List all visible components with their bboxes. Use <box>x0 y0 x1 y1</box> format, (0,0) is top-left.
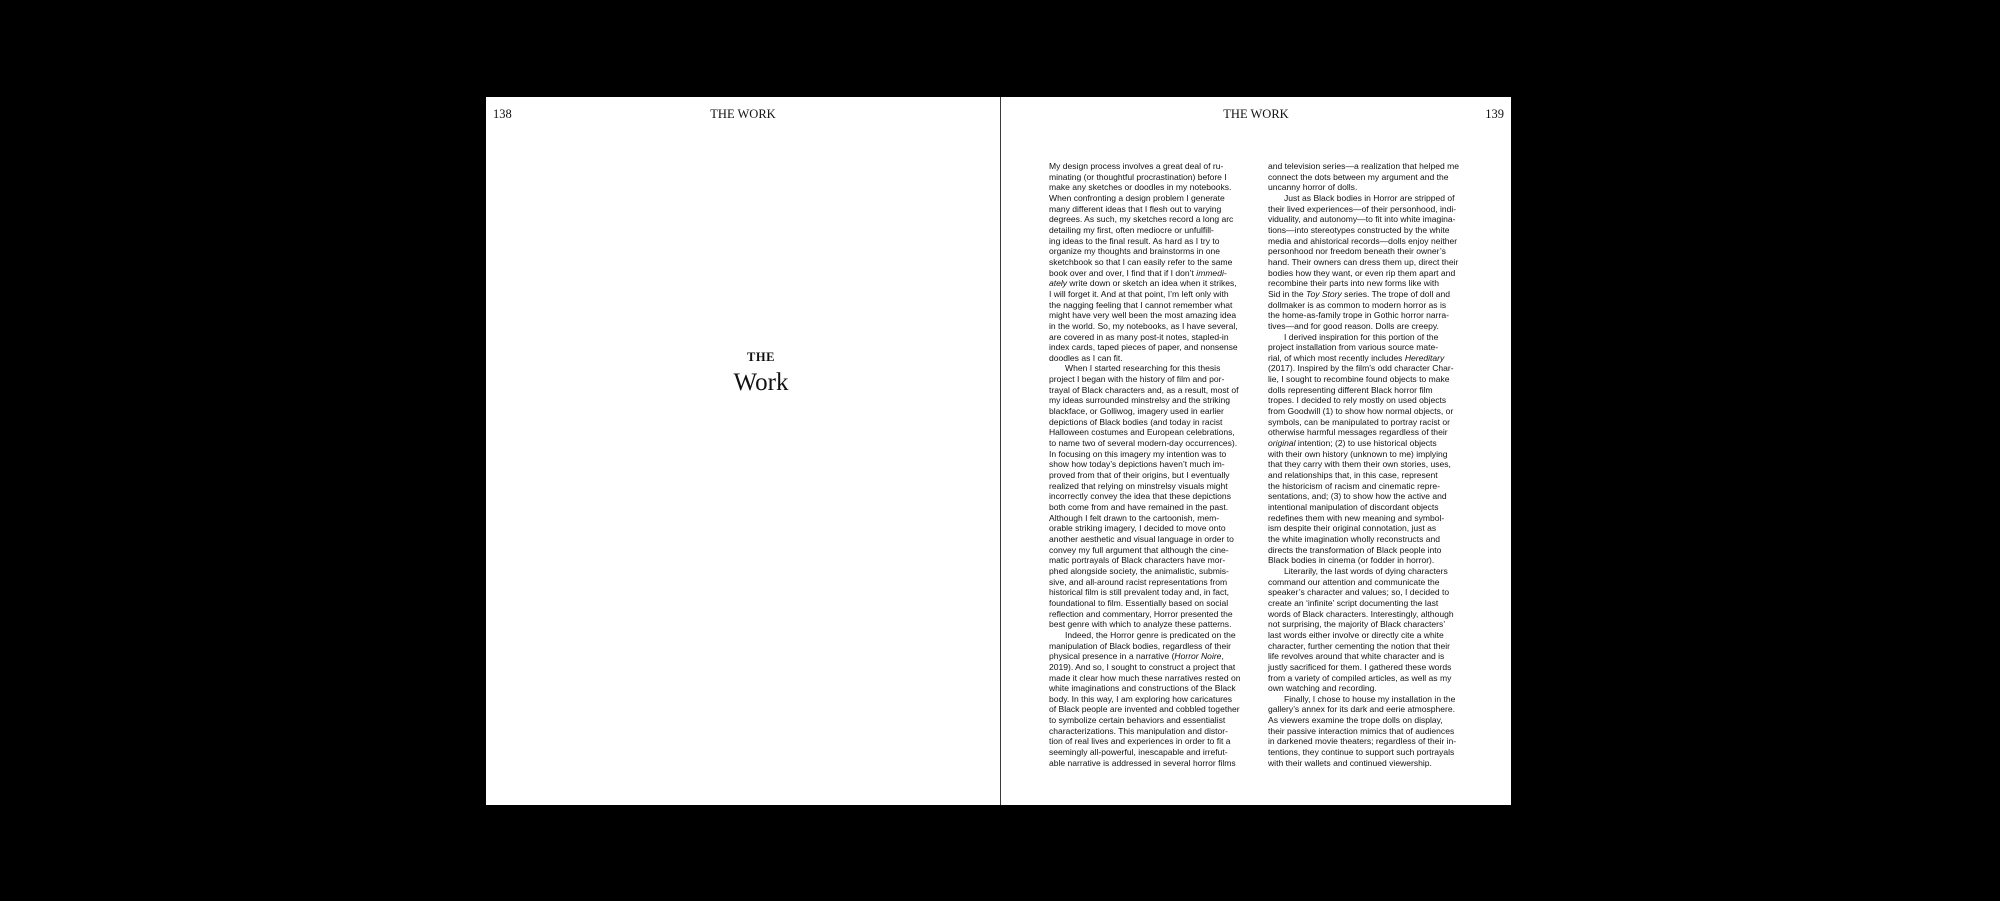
line-text: reflection and commentary, Horror presented the <box>1049 608 1233 619</box>
text-line <box>1049 747 1260 758</box>
italic-text: Toy Story <box>1306 288 1342 299</box>
text-line <box>1049 204 1260 215</box>
text-line <box>1049 236 1260 247</box>
text-line <box>1268 673 1479 684</box>
line-text: from Goodwill (1) to show how normal objects, or <box>1268 406 1454 417</box>
text-line <box>1049 470 1260 481</box>
line-text: Halloween costumes and European celebrations, <box>1049 427 1235 438</box>
text-line <box>1268 587 1479 598</box>
text-line <box>1049 704 1260 715</box>
text-line <box>1268 300 1479 311</box>
text-line <box>1049 353 1260 364</box>
text-line <box>1268 609 1479 620</box>
line-text: Black bodies in cinema (or fodder in horror). <box>1268 555 1435 566</box>
text-line <box>1268 321 1479 332</box>
text-line <box>1049 193 1260 204</box>
text-line <box>1268 182 1479 193</box>
text-line <box>1268 161 1479 172</box>
line-text: phed alongside society, the animalistic, submis- <box>1049 565 1229 576</box>
text-line <box>1268 459 1479 470</box>
line-text: the historicism of racism and cinematic repre- <box>1268 480 1440 491</box>
page-number-left: 138 <box>493 107 512 121</box>
line-text: Literarily, the last words of dying characters <box>1284 565 1448 576</box>
text-line <box>1268 310 1479 321</box>
text-line <box>1049 417 1260 428</box>
text-line <box>1268 289 1479 300</box>
text-line <box>1268 257 1479 268</box>
text-line <box>1049 332 1260 343</box>
text-line <box>1268 449 1479 460</box>
text-line <box>1049 491 1260 502</box>
line-text: tropes. I decided to rely mostly on used objects <box>1268 395 1447 406</box>
line-text: character, further cementing the notion that their <box>1268 640 1450 651</box>
line-text: dolls representing different Black horror film <box>1268 384 1433 395</box>
line-text: many different ideas that I flesh out to varying <box>1049 203 1222 214</box>
line-text: write down or sketch an idea when it strikes, <box>1067 278 1237 289</box>
text-line <box>1268 193 1479 204</box>
line-text: make any sketches or doodles in my notebooks. <box>1049 182 1232 193</box>
line-text: lie, I sought to recombine found objects to make <box>1268 374 1450 385</box>
chapter-kicker: THE <box>747 350 775 364</box>
line-text: redefines them with new meaning and symbol- <box>1268 512 1445 523</box>
text-line <box>1268 438 1479 449</box>
page-number-right: 139 <box>1485 107 1504 121</box>
line-text: intention; (2) to use historical objects <box>1295 438 1437 449</box>
line-text: In focusing on this imagery my intention was to <box>1049 448 1227 459</box>
text-line <box>1268 374 1479 385</box>
text-line <box>1049 598 1260 609</box>
text-line <box>1268 502 1479 513</box>
line-text: My design process involves a great deal of ru- <box>1049 161 1224 171</box>
text-line <box>1049 310 1260 321</box>
italic-text: Horror Noire <box>1174 651 1222 662</box>
italic-text: original <box>1268 438 1296 449</box>
line-text: that they carry with them their own stories, uses, <box>1268 459 1451 470</box>
text-line <box>1049 555 1260 566</box>
text-line <box>1268 704 1479 715</box>
text-line <box>1049 758 1260 769</box>
line-text: hand. Their owners can dress them up, direct their <box>1268 256 1459 267</box>
line-text: in darkened movie theaters; regardless of their in- <box>1268 736 1457 747</box>
text-line <box>1268 236 1479 247</box>
line-text: historical film is still prevalent today and, in fact, <box>1049 587 1230 598</box>
line-text: tions—into stereotypes constructed by the white <box>1268 224 1450 235</box>
text-line <box>1049 715 1260 726</box>
line-text: their passive interaction mimics that of audiences <box>1268 725 1455 736</box>
line-text: index cards, taped pieces of paper, and nonsense <box>1049 342 1238 353</box>
line-text: viduality, and autonomy—to fit into white imagina- <box>1268 214 1456 225</box>
text-line <box>1049 726 1260 737</box>
text-line <box>1049 342 1260 353</box>
line-text: organize my thoughts and brainstorms in one <box>1049 246 1221 257</box>
line-text: physical presence in a narrative ( <box>1049 651 1175 662</box>
text-column-2 <box>1268 161 1479 768</box>
text-line <box>1268 513 1479 524</box>
text-line <box>1268 172 1479 183</box>
text-line <box>1049 673 1260 684</box>
line-text: connect the dots between my argument and the <box>1268 171 1449 182</box>
line-text: Although I felt drawn to the cartoonish, mem- <box>1049 512 1220 523</box>
line-text: recombine their parts into new forms like with <box>1268 278 1440 289</box>
line-text: minating (or thoughtful procrastination) before I <box>1049 171 1227 182</box>
text-line <box>1049 481 1260 492</box>
text-line <box>1049 268 1260 279</box>
line-text: Indeed, the Horror genre is predicated on the <box>1065 629 1236 640</box>
line-text: intentional manipulation of discordant objects <box>1268 502 1439 512</box>
line-text: doodles as I can fit. <box>1049 352 1123 363</box>
text-line <box>1268 481 1479 492</box>
text-line <box>1049 257 1260 268</box>
line-text: Sid in the <box>1268 288 1307 299</box>
line-text: tives—and for good reason. Dolls are creepy. <box>1268 320 1439 331</box>
line-text: their lived experiences—of their personhood, indi- <box>1268 203 1457 214</box>
line-text: the white imagination wholly reconstructs and <box>1268 533 1440 544</box>
line-text: another aesthetic and visual language in order to <box>1049 533 1234 544</box>
text-line <box>1049 683 1260 694</box>
line-text: both come from and have remained in the past. <box>1049 502 1229 512</box>
text-line <box>1268 726 1479 737</box>
line-text: rial, of which most recently includes <box>1268 352 1405 363</box>
italic-text: ately <box>1049 278 1068 289</box>
text-line <box>1268 736 1479 747</box>
text-line <box>1049 651 1260 662</box>
line-text: command our attention and communicate the <box>1268 576 1440 587</box>
line-text: proved from that of their origins, but I eventually <box>1049 470 1230 481</box>
text-line <box>1049 427 1260 438</box>
line-text: directs the transformation of Black people into <box>1268 544 1442 555</box>
line-text: convey my full argument that although the cine- <box>1049 544 1229 555</box>
line-text: to name two of several modern-day occurrences). <box>1049 438 1238 449</box>
text-line <box>1268 523 1479 534</box>
line-text: from a variety of compiled articles, as well as my <box>1268 672 1452 683</box>
italic-text: Hereditary <box>1404 352 1445 363</box>
line-text: blackface, or Golliwog, imagery used in earlier <box>1049 406 1224 417</box>
line-text: Finally, I chose to house my installation in the <box>1284 693 1456 704</box>
line-text: body. In this way, I am exploring how caricatures <box>1049 693 1233 704</box>
line-text: book over and over, I find that if I don’t <box>1049 267 1197 278</box>
text-line <box>1049 534 1260 545</box>
text-line <box>1268 641 1479 652</box>
line-text: my ideas surrounded minstrelsy and the striking <box>1049 395 1230 406</box>
line-text: with their own history (unknown to me) implying <box>1268 448 1448 459</box>
text-line <box>1049 289 1260 300</box>
line-text: able narrative is addressed in several horror films <box>1049 757 1236 768</box>
line-text: incorrectly convey the idea that these depictions <box>1049 491 1231 502</box>
text-line <box>1049 587 1260 598</box>
text-line <box>1049 172 1260 183</box>
line-text: ism despite their original connotation, just as <box>1268 523 1437 534</box>
line-text: dollmaker is as common to modern horror as is <box>1268 299 1447 310</box>
line-text: project I began with the history of film and por- <box>1049 374 1225 385</box>
line-text: seemingly all-powerful, inescapable and irrefut- <box>1049 747 1228 758</box>
italic-text: immedi- <box>1196 267 1227 278</box>
line-text: might have very well been the most amazing idea <box>1049 310 1237 321</box>
line-text: otherwise harmful messages regardless of their <box>1268 427 1448 438</box>
text-line <box>1049 395 1260 406</box>
text-line <box>1268 694 1479 705</box>
line-text: life revolves around that white character and is <box>1268 651 1445 662</box>
line-text: detailing my first, often mediocre or unfulfill- <box>1049 224 1214 235</box>
line-text: realized that relying on minstrelsy visuals might <box>1049 480 1228 491</box>
text-line <box>1268 662 1479 673</box>
line-text: gallery’s annex for its dark and eerie atmosphere. <box>1268 704 1456 715</box>
text-line <box>1049 609 1260 620</box>
line-text: not surprising, the majority of Black characters’ <box>1268 619 1446 630</box>
line-text: last words either involve or directly cite a white <box>1268 629 1444 640</box>
text-line <box>1049 214 1260 225</box>
text-line <box>1268 363 1479 374</box>
text-line <box>1049 523 1260 534</box>
text-line <box>1268 342 1479 353</box>
line-text: made it clear how much these narratives rested on <box>1049 672 1241 683</box>
text-column-1 <box>1049 161 1260 768</box>
line-text: As viewers examine the trope dolls on display, <box>1268 715 1443 726</box>
text-line <box>1268 555 1479 566</box>
line-text: tentions, they continue to support such portrayals <box>1268 747 1455 758</box>
text-line <box>1049 641 1260 652</box>
line-text: foundational to film. Essentially based on social <box>1049 597 1229 608</box>
line-text: degrees. As such, my sketches record a long arc <box>1049 214 1234 225</box>
text-line <box>1268 278 1479 289</box>
text-line <box>1049 374 1260 385</box>
text-line <box>1268 225 1479 236</box>
line-text: uncanny horror of dolls. <box>1268 182 1358 193</box>
text-line <box>1049 385 1260 396</box>
chapter-title: Work <box>733 369 789 396</box>
running-head-left: THE WORK <box>710 107 776 121</box>
left-page <box>486 97 1000 805</box>
line-text: words of Black characters. Interestingly, although <box>1268 608 1454 619</box>
text-line <box>1268 353 1479 364</box>
text-line <box>1049 459 1260 470</box>
line-text: are covered in as many post-it notes, stapled-in <box>1049 331 1229 342</box>
line-text: project installation from various source mate- <box>1268 342 1439 353</box>
line-text: When I started researching for this thesis <box>1065 363 1221 374</box>
line-text: I derived inspiration for this portion of the <box>1284 331 1439 342</box>
text-line <box>1268 491 1479 502</box>
line-text: sive, and all-around racist representations from <box>1049 576 1228 587</box>
text-line <box>1268 406 1479 417</box>
line-text: justly sacrificed for them. I gathered these words <box>1268 661 1452 672</box>
line-text: (2017). Inspired by the film’s odd character Char- <box>1268 363 1454 374</box>
text-line <box>1268 332 1479 343</box>
line-text: trayal of Black characters and, as a result, most of <box>1049 384 1239 395</box>
running-head-right: THE WORK <box>1223 107 1289 121</box>
text-line <box>1268 619 1479 630</box>
text-line <box>1049 225 1260 236</box>
text-line <box>1049 662 1260 673</box>
book-spread <box>486 97 1511 805</box>
text-line <box>1268 246 1479 257</box>
line-text: series. The trope of doll and <box>1341 288 1450 299</box>
text-line <box>1049 566 1260 577</box>
line-text: Just as Black bodies in Horror are stripped of <box>1284 192 1455 203</box>
text-line <box>1268 577 1479 588</box>
line-text: ing ideas to the final result. As hard as I try to <box>1049 235 1220 246</box>
text-line <box>1049 321 1260 332</box>
text-line <box>1049 246 1260 257</box>
text-line <box>1268 598 1479 609</box>
text-line <box>1268 747 1479 758</box>
text-line <box>1049 363 1260 374</box>
line-text: with their wallets and continued viewership. <box>1268 757 1432 768</box>
text-line <box>1268 268 1479 279</box>
line-text: When confronting a design problem I generate <box>1049 192 1225 203</box>
text-line <box>1268 715 1479 726</box>
text-line <box>1268 470 1479 481</box>
line-text: sketchbook so that I can easily refer to the same <box>1049 256 1233 267</box>
line-text: white imaginations and constructions of the Black <box>1049 683 1236 694</box>
line-text: , <box>1221 651 1224 662</box>
text-line <box>1049 182 1260 193</box>
line-text: orable striking imagery, I decided to move onto <box>1049 523 1226 534</box>
text-line <box>1049 630 1260 641</box>
text-line <box>1268 545 1479 556</box>
text-line <box>1268 214 1479 225</box>
text-line <box>1268 395 1479 406</box>
line-text: the nagging feeling that I cannot remember what <box>1049 299 1233 310</box>
line-text: tion of real lives and experiences in order to fit a <box>1049 736 1231 747</box>
right-page <box>1001 97 1511 805</box>
text-line <box>1049 513 1260 524</box>
text-line <box>1049 577 1260 588</box>
text-line <box>1049 300 1260 311</box>
text-line <box>1049 694 1260 705</box>
text-line <box>1049 449 1260 460</box>
line-text: media and ahistorical records—dolls enjoy neither <box>1268 235 1458 246</box>
text-line <box>1268 758 1479 769</box>
text-line <box>1268 534 1479 545</box>
text-line <box>1268 683 1479 694</box>
line-text: 2019). And so, I sought to construct a project that <box>1049 661 1236 672</box>
text-line <box>1268 651 1479 662</box>
line-text: speaker’s character and values; so, I decided to <box>1268 587 1450 598</box>
text-line <box>1268 630 1479 641</box>
text-line <box>1268 417 1479 428</box>
line-text: bodies how they want, or even rip them apart and <box>1268 267 1456 278</box>
text-line <box>1049 736 1260 747</box>
line-text: sentations, and; (3) to show how the active and <box>1268 491 1447 502</box>
line-text: the home-as-family trope in Gothic horror narra- <box>1268 310 1449 321</box>
text-line <box>1268 385 1479 396</box>
text-line <box>1049 406 1260 417</box>
text-line <box>1049 502 1260 513</box>
line-text: and television series—a realization that helped me <box>1268 161 1459 171</box>
line-text: characterizations. This manipulation and distor- <box>1049 725 1228 736</box>
line-text: show how today’s depictions haven’t much im- <box>1049 459 1225 470</box>
line-text: symbols, can be manipulated to portray racist or <box>1268 416 1450 427</box>
line-text: personhood nor freedom beneath their owner’s <box>1268 246 1446 257</box>
line-text: I will forget it. And at that point, I’m left only with <box>1049 288 1229 299</box>
line-text: to symbolize certain behaviors and essentialist <box>1049 715 1226 726</box>
text-line <box>1049 438 1260 449</box>
text-line <box>1049 278 1260 289</box>
line-text: best genre with which to analyze these patterns. <box>1049 619 1232 630</box>
line-text: in the world. So, my notebooks, as I have several, <box>1049 320 1238 331</box>
line-text: manipulation of Black bodies, regardless of their <box>1049 640 1231 651</box>
text-line <box>1049 161 1260 172</box>
line-text: create an ‘infinite’ script documenting the last <box>1268 597 1439 608</box>
text-line <box>1268 566 1479 577</box>
line-text: depictions of Black bodies (and today in racist <box>1049 416 1223 427</box>
text-line <box>1268 204 1479 215</box>
line-text: matic portrayals of Black characters have mor- <box>1049 555 1226 566</box>
line-text: of Black people are invented and cobbled together <box>1049 704 1240 715</box>
line-text: and relationships that, in this case, represent <box>1268 470 1438 481</box>
text-line <box>1049 545 1260 556</box>
text-line <box>1268 427 1479 438</box>
text-line <box>1049 619 1260 630</box>
line-text: own watching and recording. <box>1268 683 1377 694</box>
